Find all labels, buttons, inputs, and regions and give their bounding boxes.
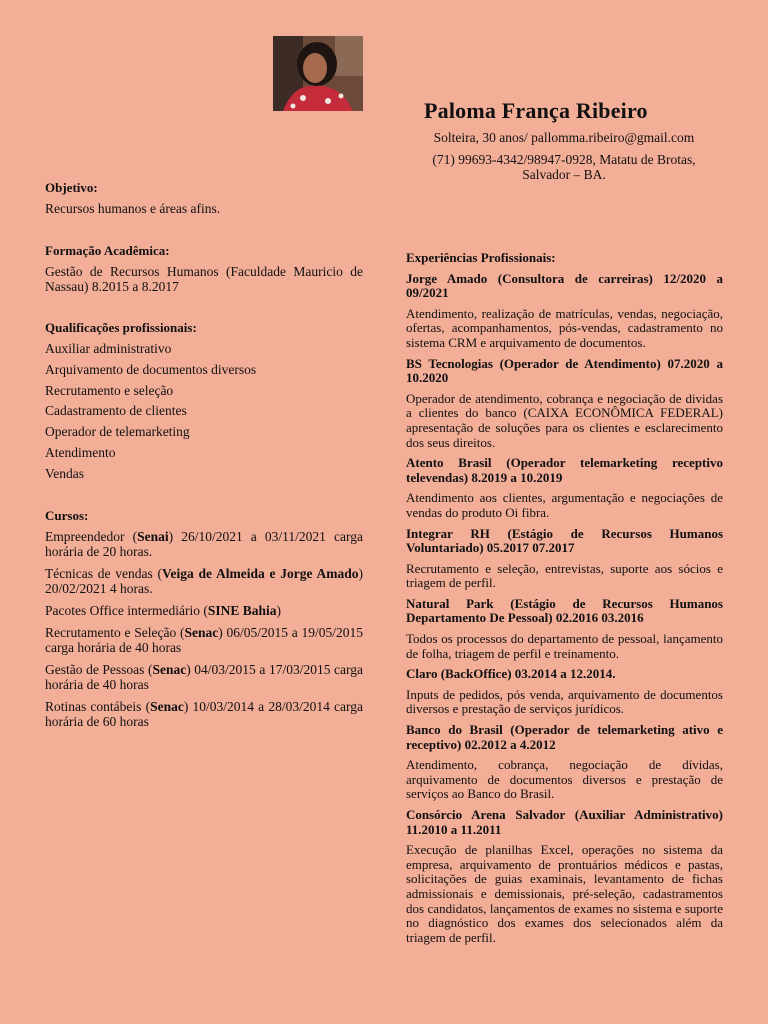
job-entry (406, 272, 723, 351)
job-description: Atendimento, cobrança, negociação de dívidas, arquivamento de documentos diversos e prestação de serviços ao Banco do Brasil. (406, 757, 723, 802)
course-item: Pacotes Office intermediário (SINE Bahia) (45, 603, 281, 618)
education-text: Gestão de Recursos Humanos (Faculdade Mauricio de Nassau) 8.2015 a 8.2017 (45, 264, 363, 294)
qualification-item: Operador de telemarketing (45, 424, 190, 440)
course-item: Rotinas contábeis (Senac) 10/03/2014 a 28/03/2014 carga horária de 60 horas (45, 699, 363, 729)
objective-heading: Objetivo: (45, 180, 98, 195)
job-title: Banco do Brasil (Operador de telemarketing ativo e receptivo) 02.2012 a 4.2012 (406, 722, 723, 752)
course-item: Gestão de Pessoas (Senac) 04/03/2015 a 17/03/2015 carga horária de 40 horas (45, 662, 363, 692)
job-entry (406, 597, 723, 661)
job-title: BS Tecnologias (Operador de Atendimento) 07.2020 a 10.2020 (406, 355, 723, 386)
contact-phone-address: (71) 99693-4342/98947-0928, Matatu de Brotas, (432, 152, 696, 167)
profile-photo-image (273, 36, 363, 111)
job-entry (406, 456, 723, 520)
qualifications-heading: Qualificações profissionais: (45, 320, 197, 335)
job-description: Execução de planilhas Excel, operações no sistema da empresa, arquivamento de prontuários médicos e pastas, solicitações de guias examinais, levantamento de fichas admissionais e demissionais, pré-seleção, cadastramentos dos candidatos, lançamentos de exames no sistema e suporte no diagnóstico dos exames dos selecionados além da triagem de perfil. (406, 842, 723, 945)
job-description: Operador de atendimento, cobrança e negociação de dividas a clientes do banco (CAIXA ECONÔMICA FEDERAL) apresentação de soluções para os clientes e esclarecimento dos seus direitos. (406, 390, 723, 450)
job-entry (406, 808, 723, 945)
courses-section (45, 508, 363, 736)
job-title: Natural Park (Estágio de Recursos Humanos Departamento De Pessoal) 02.2016 03.2016 (406, 595, 723, 626)
courses-heading: Cursos: (45, 508, 89, 523)
job-description: Recrutamento e seleção, entrevistas, suporte aos sócios e triagem de perfil. (406, 560, 723, 591)
job-entry (406, 667, 723, 717)
job-title: Jorge Amado (Consultora de carreiras) 12/2020 a 09/2021 (406, 270, 723, 301)
qualification-item: Auxiliar administrativo (45, 341, 172, 356)
personal-info: Solteira, 30 anos/ pallomma.ribeiro@gmail.com (433, 130, 695, 145)
contact-city: Salvador – BA. (522, 167, 606, 182)
job-title: Claro (BackOffice) 03.2014 a 12.2014. (406, 666, 616, 682)
course-item: Técnicas de vendas (Veiga de Almeida e Jorge Amado) 20/02/2021 4 horas. (45, 566, 363, 596)
job-description: Todos os processos do departamento de pessoal, lançamento de folha, triagem de perfil e treinamento. (406, 631, 723, 661)
job-entry (406, 527, 723, 591)
job-title: Integrar RH (Estágio de Recursos Humanos Voluntariado) 05.2017 07.2017 (406, 525, 723, 556)
job-entry (406, 723, 723, 802)
qualification-item: Recrutamento e seleção (45, 382, 174, 398)
job-title: Atento Brasil (Operador telemarketing receptivo televendas) 8.2019 a 10.2019 (406, 455, 723, 485)
job-entry (406, 357, 723, 451)
candidate-name: Paloma França Ribeiro (424, 98, 648, 123)
course-item: Empreendedor (Senai) 26/10/2021 a 03/11/2021 carga horária de 20 horas. (45, 529, 363, 559)
profile-photo (273, 36, 363, 111)
job-description: Atendimento aos clientes, argumentação e negociações de vendas do produto Oi fibra. (406, 490, 723, 520)
experience-heading: Experiências Profissionais: (406, 250, 556, 265)
job-description: Atendimento, realização de matrículas, vendas, negociação, ofertas, acompanhamentos, pós-vendas, cadastramento no sistema CRM e arquivamento de documentos. (406, 305, 723, 350)
qualifications-section (45, 320, 363, 487)
qualification-item: Arquivamento de documentos diversos (45, 361, 257, 377)
education-section (45, 243, 363, 294)
qualification-item: Atendimento (45, 444, 116, 460)
course-item: Recrutamento e Seleção (Senac) 06/05/2015 a 19/05/2015 carga horária de 40 horas (45, 625, 363, 655)
qualification-item: Cadastramento de clientes (45, 403, 187, 419)
qualification-item: Vendas (45, 465, 84, 481)
job-description: Inputs de pedidos, pós venda, arquivamento de documentos diversos e prestação de serviços jurídicos. (406, 686, 723, 717)
objective-text: Recursos humanos e áreas afins. (45, 201, 221, 216)
objective-section (45, 180, 363, 216)
job-title: Consórcio Arena Salvador (Auxiliar Administrativo) 11.2010 a 11.2011 (406, 807, 723, 837)
experience-section (406, 251, 723, 951)
education-heading: Formação Acadêmica: (45, 243, 170, 258)
